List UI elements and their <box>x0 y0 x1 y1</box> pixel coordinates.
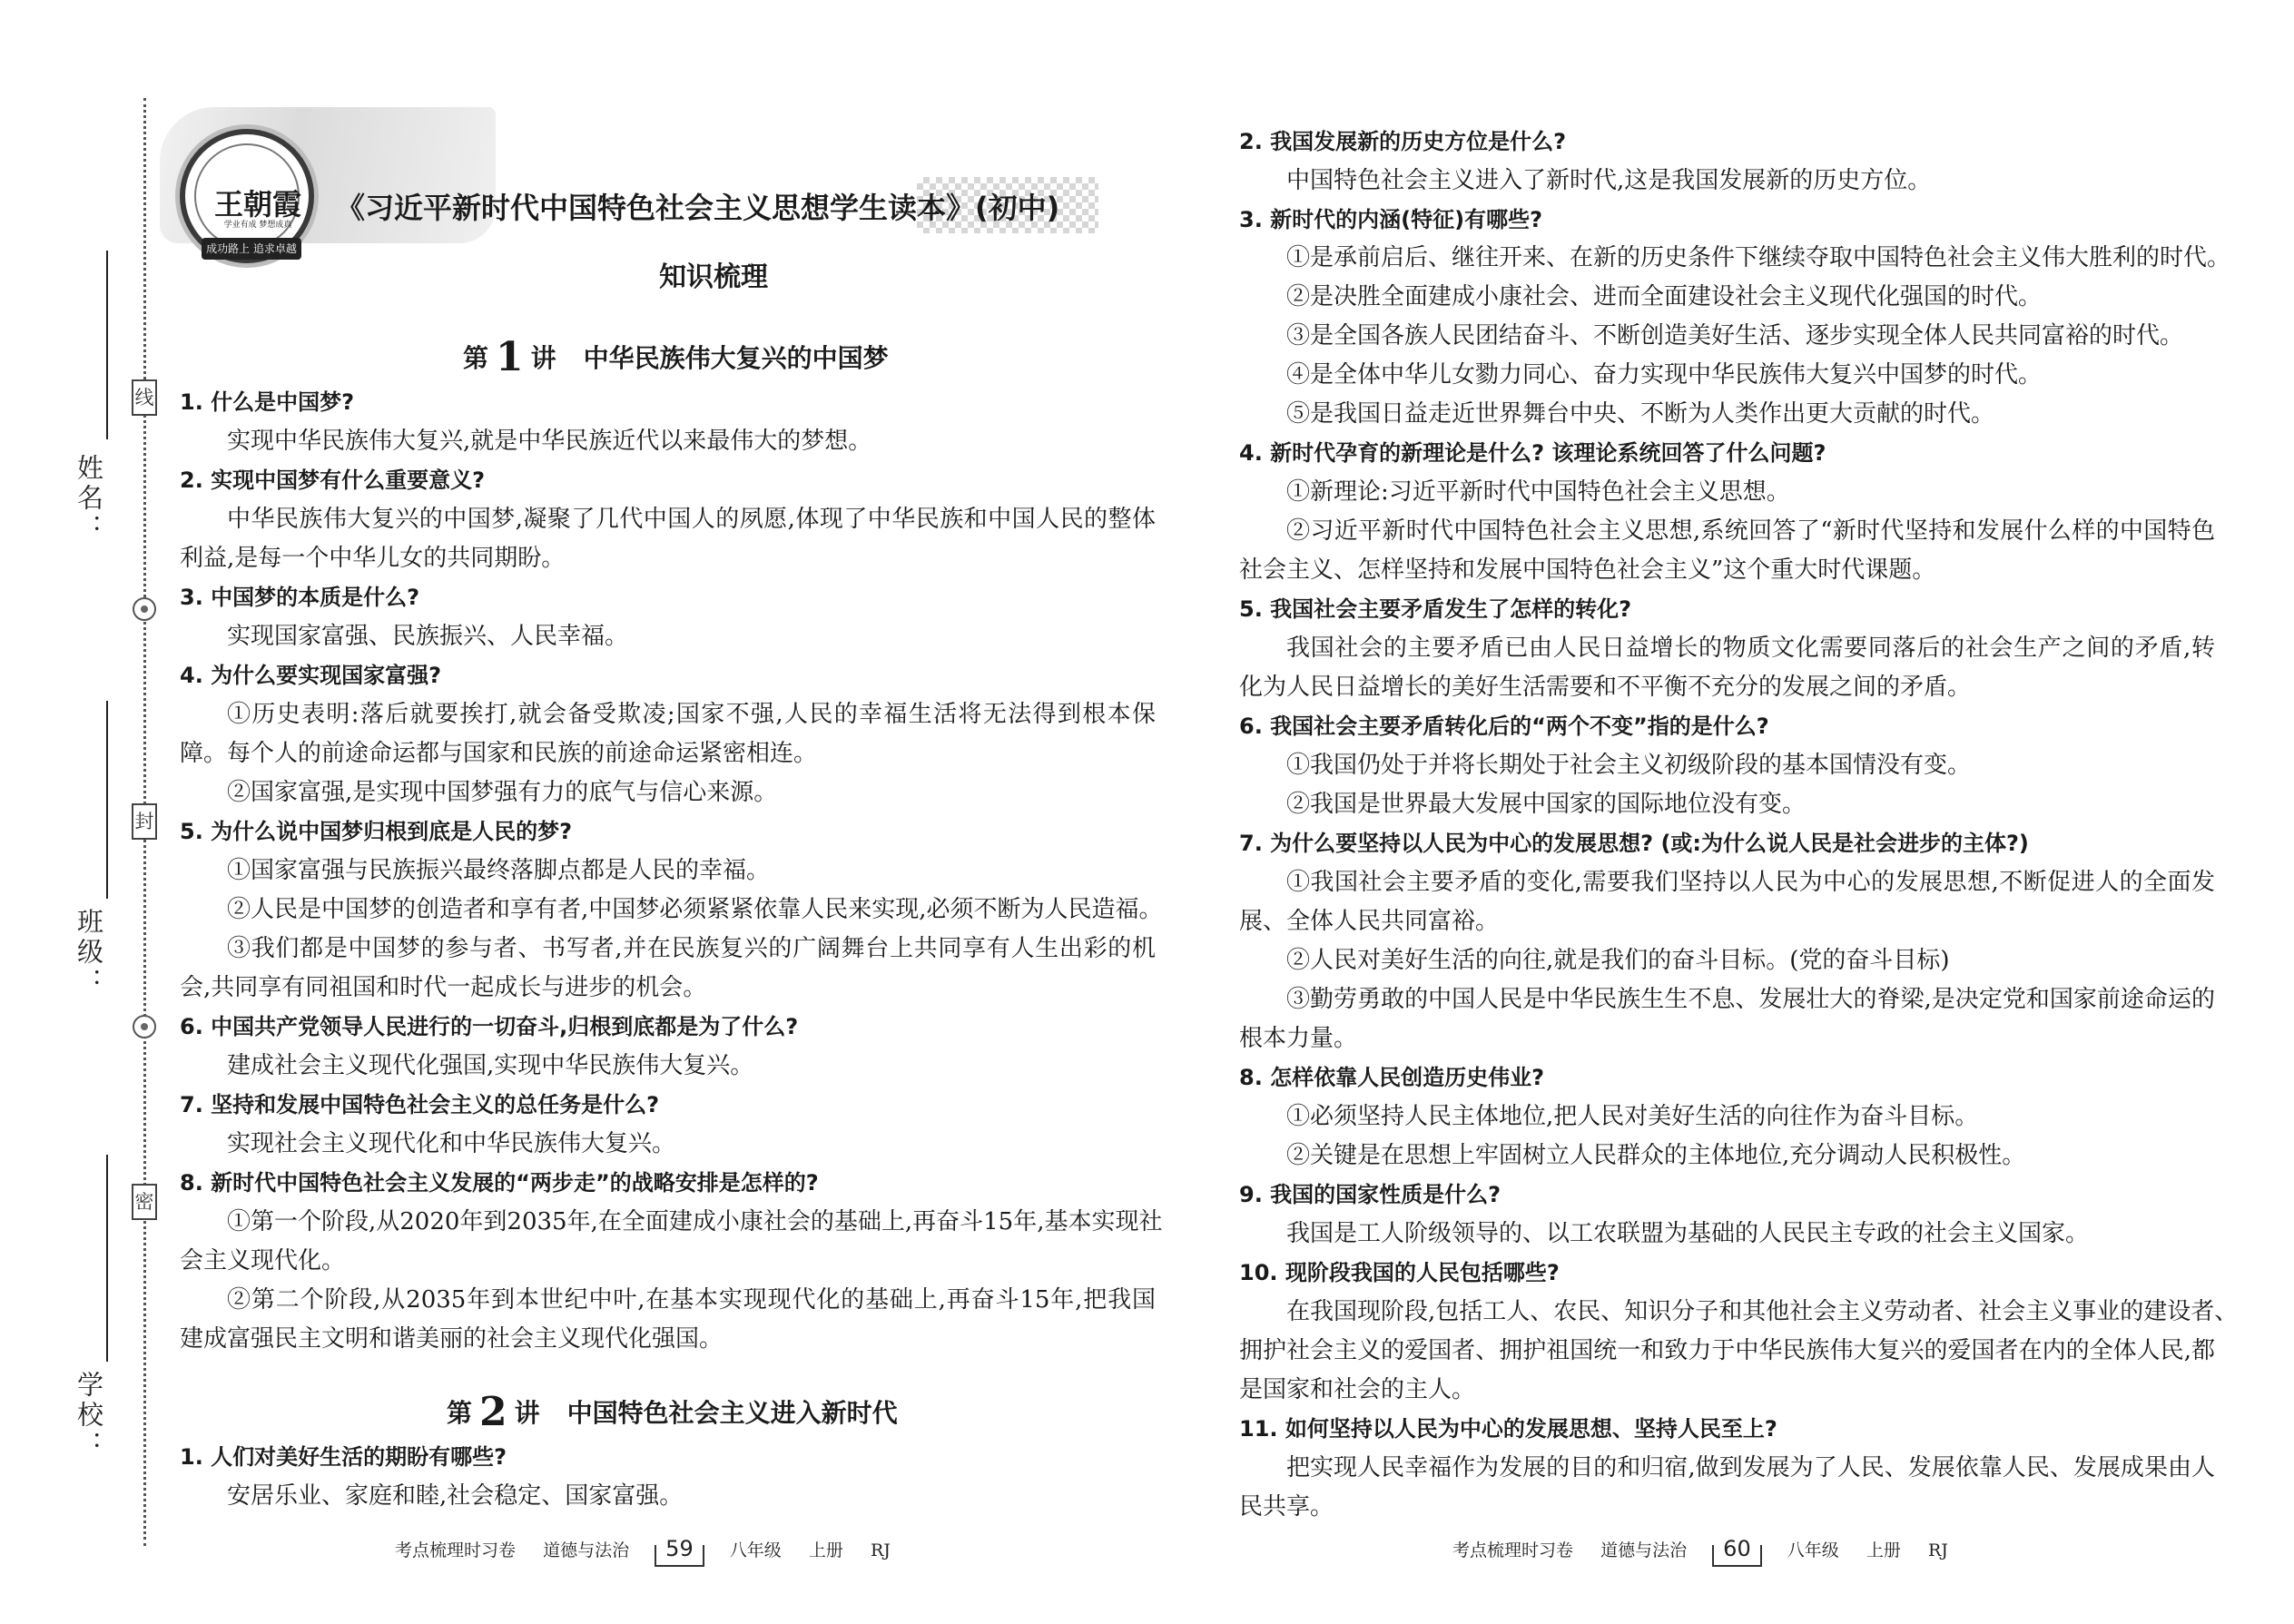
question: 8. 新时代中国特色社会主义发展的“两步走”的战略安排是怎样的? <box>180 1170 819 1196</box>
question: 8. 怎样依靠人民创造历史伟业? <box>1239 1065 1545 1090</box>
answer-line: 实现中华民族伟大复兴,就是中华民族近代以来最伟大的梦想。 <box>227 428 872 455</box>
question: 4. 为什么要实现国家富强? <box>180 663 442 688</box>
answer-line: ②国家富强,是实现中国梦强有力的底气与信心来源。 <box>227 779 778 806</box>
lecture-heading <box>463 330 889 385</box>
logo-inner-ring <box>194 143 300 249</box>
answer-line: ①第一个阶段,从2020年到2035年,在全面建成小康社会的基础上,再奋斗15年,基本实现社 <box>227 1208 1163 1235</box>
answer-line: 会主义现代化。 <box>180 1247 346 1275</box>
binding-mark-line: 线 <box>132 379 157 416</box>
answer-line: 化为人民日益增长的美好生活需要和不平衡不充分的发展之间的矛盾。 <box>1239 674 1972 701</box>
footer-series: 考点梳理时习卷 <box>1452 1540 1574 1560</box>
answer-line: 实现社会主义现代化和中华民族伟大复兴。 <box>227 1130 676 1157</box>
binding-margin <box>0 0 172 1624</box>
lecture-suffix: 讲 <box>514 1398 540 1428</box>
answer-line: ①国家富强与民族振兴最终落脚点都是人民的幸福。 <box>227 857 771 884</box>
answer-line: 展、全体人民共同富裕。 <box>1239 908 1500 935</box>
question: 6. 中国共产党领导人民进行的一切奋斗,归根到底都是为了什么? <box>180 1014 799 1039</box>
answer-line: ①必须坚持人民主体地位,把人民对美好生活的向往作为奋斗目标。 <box>1286 1103 1979 1130</box>
question: 4. 新时代孕育的新理论是什么? 该理论系统回答了什么问题? <box>1239 440 1826 466</box>
section-title: 知识梳理 <box>659 261 768 293</box>
question: 7. 坚持和发展中国特色社会主义的总任务是什么? <box>180 1092 660 1117</box>
lecture-title: 中华民族伟大复兴的中国梦 <box>583 343 889 373</box>
answer-line: 安居乐业、家庭和睦,社会稳定、国家富强。 <box>227 1482 684 1510</box>
logo-motto: 学业有成 梦想成真 <box>223 221 292 230</box>
question: 1. 人们对美好生活的期盼有哪些? <box>180 1444 507 1470</box>
footer-subject: 道德与法治 <box>1600 1540 1688 1560</box>
answer-line: ④是全体中华儿女勠力同心、奋力实现中华民族伟大复兴中国梦的时代。 <box>1286 361 2043 389</box>
answer-line: 我国社会的主要矛盾已由人民日益增长的物质文化需要同落后的社会生产之间的矛盾,转 <box>1286 635 2215 662</box>
footer-edition: RJ <box>1927 1540 1948 1560</box>
question: 7. 为什么要坚持以人民为中心的发展思想? (或:为什么说人民是社会进步的主体?) <box>1239 831 2029 856</box>
answer-line: ②是决胜全面建成小康社会、进而全面建设社会主义现代化强国的时代。 <box>1286 283 2043 310</box>
answer-line: ①新理论:习近平新时代中国特色社会主义思想。 <box>1286 478 1790 506</box>
answer-line: 建成富强民主文明和谐美丽的社会主义现代化强国。 <box>180 1325 724 1353</box>
lecture-heading <box>447 1385 898 1440</box>
lecture-suffix: 讲 <box>530 343 556 373</box>
book-title: 《习近平新时代中国特色社会主义思想学生读本》(初中) <box>336 191 1060 225</box>
page-number: 59 <box>655 1532 704 1567</box>
answer-line: ①我国社会主要矛盾的变化,需要我们坚持以人民为中心的发展思想,不断促进人的全面发 <box>1286 869 2215 896</box>
question: 9. 我国的国家性质是什么? <box>1239 1182 1501 1207</box>
question: 2. 实现中国梦有什么重要意义? <box>180 468 486 493</box>
question: 3. 新时代的内涵(特征)有哪些? <box>1239 207 1543 232</box>
answer-line: 社会主义、怎样坚持和发展中国特色社会主义”这个重大时代课题。 <box>1239 556 1936 584</box>
answer-line: 拥护社会主义的爱国者、拥护祖国统一和致力于中华民族伟大复兴的爱国者在内的全体人民,都 <box>1239 1337 2215 1364</box>
question: 10. 现阶段我国的人民包括哪些? <box>1239 1260 1560 1285</box>
lecture-title: 中国特色社会主义进入新时代 <box>566 1398 898 1428</box>
school-label: 学校： <box>74 1371 104 1461</box>
answer-line: 根本力量。 <box>1239 1025 1358 1052</box>
footer-grade: 八年级 <box>729 1540 782 1560</box>
answer-line: 民共享。 <box>1239 1493 1334 1521</box>
answer-line: ①是承前启后、继往开来、在新的历史条件下继续夺取中国特色社会主义伟大胜利的时代。 <box>1286 244 2231 271</box>
class-label: 班级： <box>74 908 104 998</box>
logo-ribbon: 成功路上 追求卓越 <box>202 238 301 260</box>
answer-line: 会,共同享有同祖国和时代一起成长与进步的机会。 <box>180 974 707 1001</box>
answer-line: ③勤劳勇敢的中国人民是中华民族生生不息、发展壮大的脊梁,是决定党和国家前途命运的 <box>1286 986 2215 1013</box>
question: 5. 为什么说中国梦归根到底是人民的梦? <box>180 819 573 844</box>
lecture-number: 2 <box>479 1389 507 1435</box>
answer-line: ②我国是世界最大发展中国家的国际地位没有变。 <box>1286 791 1807 818</box>
lecture-prefix: 第 <box>447 1398 473 1428</box>
footer-edition: RJ <box>870 1540 891 1560</box>
name-line <box>106 251 108 439</box>
answer-line: 中国特色社会主义进入了新时代,这是我国发展新的历史方位。 <box>1286 167 1932 194</box>
footer-series: 考点梳理时习卷 <box>395 1540 517 1560</box>
answer-line: 我国是工人阶级领导的、以工农联盟为基础的人民民主专政的社会主义国家。 <box>1286 1220 2090 1247</box>
lecture-prefix: 第 <box>463 343 489 373</box>
answer-line: ②习近平新时代中国特色社会主义思想,系统回答了“新时代坚持和发展什么样的中国特色 <box>1286 517 2215 545</box>
binding-hole <box>133 597 156 621</box>
question: 2. 我国发展新的历史方位是什么? <box>1239 129 1567 154</box>
answer-line: ①历史表明:落后就要挨打,就会备受欺凌;国家不强,人民的幸福生活将无法得到根本保 <box>227 701 1156 728</box>
question: 3. 中国梦的本质是什么? <box>180 585 420 610</box>
question: 6. 我国社会主要矛盾转化后的“两个不变”指的是什么? <box>1239 714 1769 739</box>
answer-line: 实现国家富强、民族振兴、人民幸福。 <box>227 623 629 650</box>
question: 1. 什么是中国梦? <box>180 389 355 415</box>
footer-grade: 八年级 <box>1787 1540 1839 1560</box>
answer-line: ③我们都是中国梦的参与者、书写者,并在民族复兴的广阔舞台上共同享有人生出彩的机 <box>227 935 1156 962</box>
binding-mark-secret: 密 <box>132 1184 157 1220</box>
question: 11. 如何坚持以人民为中心的发展思想、坚持人民至上? <box>1239 1416 1777 1442</box>
answer-line: 利益,是每一个中华儿女的共同期盼。 <box>180 545 566 572</box>
answer-line: ②人民对美好生活的向往,就是我们的奋斗目标。(党的奋斗目标) <box>1286 947 1950 974</box>
footer-subject: 道德与法治 <box>543 1540 630 1560</box>
name-label: 姓名： <box>74 454 104 544</box>
answer-line: 中华民族伟大复兴的中国梦,凝聚了几代中国人的夙愿,体现了中华民族和中国人民的整体 <box>227 506 1156 533</box>
answer-line: ②第二个阶段,从2035年到本世纪中叶,在基本实现现代化的基础上,再奋斗15年,把我国 <box>227 1286 1156 1314</box>
answer-line: 把实现人民幸福作为发展的目的和归宿,做到发展为了人民、发展依靠人民、发展成果由人 <box>1286 1454 2215 1481</box>
answer-line: 建成社会主义现代化强国,实现中华民族伟大复兴。 <box>227 1052 754 1079</box>
school-line <box>106 1155 108 1362</box>
answer-line: 是国家和社会的主人。 <box>1239 1376 1476 1403</box>
class-line <box>106 701 108 899</box>
binding-hole <box>133 1015 156 1038</box>
footer-term: 上册 <box>808 1540 843 1560</box>
page-number: 60 <box>1712 1532 1762 1567</box>
lecture-number: 1 <box>496 334 524 380</box>
binding-mark-seal: 封 <box>132 803 157 840</box>
footer-term: 上册 <box>1866 1540 1901 1560</box>
question: 5. 我国社会主要矛盾发生了怎样的转化? <box>1239 596 1632 622</box>
answer-line: ⑤是我国日益走近世界舞台中央、不断为人类作出更大贡献的时代。 <box>1286 400 1995 428</box>
page-footer-left <box>395 1532 891 1565</box>
answer-line: ②人民是中国梦的创造者和享有者,中国梦必须紧紧依靠人民来实现,必须不断为人民造福。 <box>227 896 1163 923</box>
answer-line: 在我国现阶段,包括工人、农民、知识分子和其他社会主义劳动者、社会主义事业的建设者、 <box>1286 1298 2239 1325</box>
answer-line: ②关键是在思想上牢固树立人民群众的主体地位,充分调动人民积极性。 <box>1286 1142 2026 1169</box>
answer-line: 障。每个人的前途命运都与国家和民族的前途命运紧密相连。 <box>180 740 818 767</box>
page-footer-right <box>1452 1532 1948 1565</box>
answer-line: ①我国仍处于并将长期处于社会主义初级阶段的基本国情没有变。 <box>1286 752 1972 779</box>
logo-name: 王朝霞 <box>213 187 301 221</box>
answer-line: ③是全国各族人民团结奋斗、不断创造美好生活、逐步实现全体人民共同富裕的时代。 <box>1286 322 2184 349</box>
